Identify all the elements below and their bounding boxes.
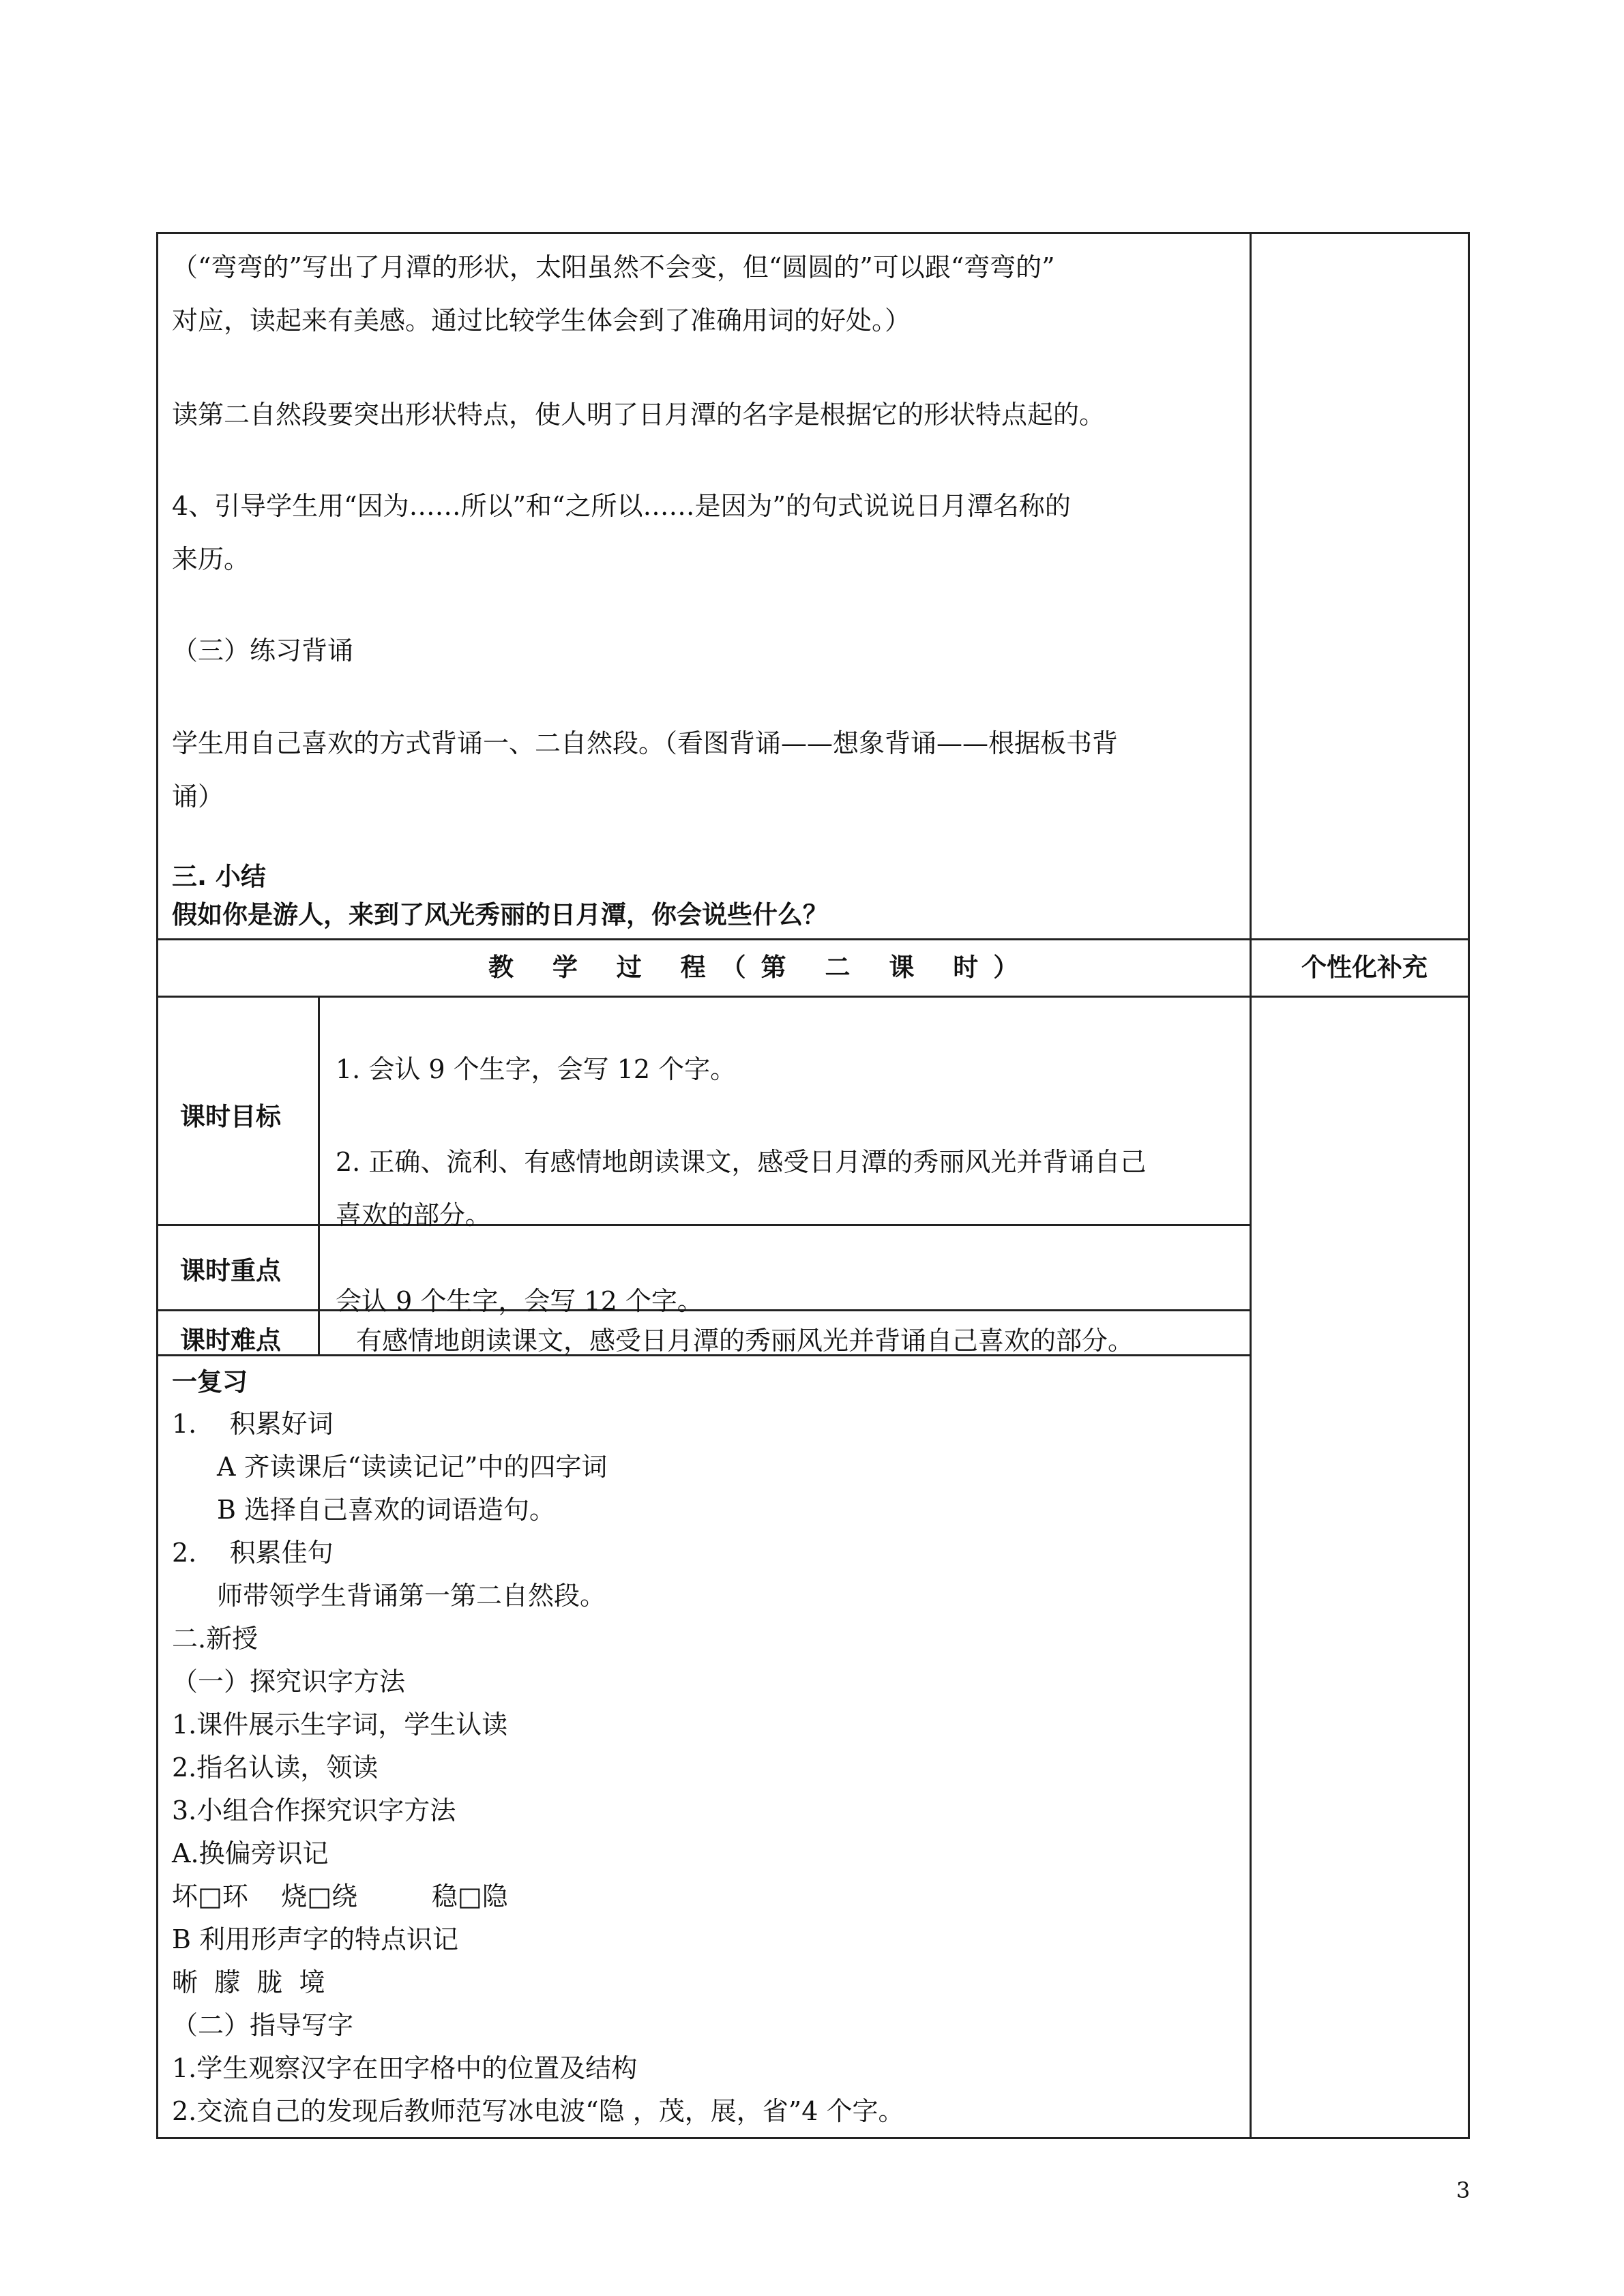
s2-line-17: 1.学生观察汉字在田字格中的位置及结构	[172, 2053, 638, 2083]
s2-line-9: 1.课件展示生字词，学生认读	[172, 1710, 508, 1740]
s1-summary-heading: 三. 小结	[172, 862, 266, 891]
goal-line-2: 2. 正确、流利、有感情地朗读课文，感受日月潭的秀丽风光并背诵自己	[336, 1147, 1147, 1177]
s2-line-13: 坏□环 烧□绕 稳□隐	[172, 1881, 508, 1911]
s1-line-2: 对应，读起来有美感。通过比较学生体会到了准确用词的好处。）	[172, 305, 911, 336]
s2-review-heading: 一复习	[172, 1367, 248, 1397]
s1-line-5: 来历。	[172, 544, 250, 574]
s1-line-3: 读第二自然段要突出形状特点，使人明了日月潭的名字是根据它的形状特点起的。	[172, 400, 1106, 430]
s2-line-8: （一）探究识字方法	[172, 1667, 406, 1697]
s2-line-15: 晰 朦 胧 境	[172, 1967, 325, 1997]
s2-line-4: B 选择自己喜欢的词语造句。	[217, 1495, 556, 1525]
personalized-supplement-header: 个性化补充	[1301, 953, 1428, 982]
s2-line-6: 师带领学生背诵第一第二自然段。	[217, 1581, 606, 1611]
table-line-header-top	[156, 938, 1470, 940]
page-number: 3	[1456, 2177, 1471, 2203]
s1-line-4: 4、引导学生用“因为……所以”和“之所以……是因为”的句式说说日月潭名称的	[172, 491, 1071, 521]
s2-line-3: A 齐读课后“读读记记”中的四字词	[217, 1452, 608, 1482]
s1-summary-question: 假如你是游人，来到了风光秀丽的日月潭，你会说些什么？	[172, 900, 828, 929]
s2-line-11: 3.小组合作探究识字方法	[172, 1795, 456, 1825]
s1-line-8: 诵）	[172, 781, 224, 811]
goal-line-1: 1. 会认 9 个生字，会写 12 个字。	[336, 1054, 737, 1084]
s2-line-14: B 利用形声字的特点识记	[172, 1924, 459, 1954]
table-divider-side	[1250, 232, 1252, 2139]
table-line-keypoints-bottom	[156, 1309, 1251, 1311]
keypoints-label: 课时重点	[180, 1256, 281, 1285]
s1-line-7: 学生用自己喜欢的方式背诵一、二自然段。（看图背诵——想象背诵——根据板书背	[172, 728, 1119, 758]
s1-line-6: （三）练习背诵	[172, 636, 354, 666]
s2-line-12: A.换偏旁识记	[172, 1838, 329, 1868]
table-border-top	[156, 232, 1470, 234]
goals-label: 课时目标	[180, 1102, 281, 1131]
s2-line-2: 1. 积累好词	[172, 1409, 334, 1439]
difficulties-text: 有感情地朗读课文，感受日月潭的秀丽风光并背诵自己喜欢的部分。	[356, 1326, 1134, 1356]
goal-line-3: 喜欢的部分。	[336, 1200, 492, 1230]
table-line-header-bottom	[156, 996, 1470, 998]
s2-line-18: 2.交流自己的发现后教师范写冰电波“隐 ，茂，展，省”4 个字。	[172, 2096, 904, 2126]
s2-line-16: （二）指导写字	[172, 2010, 354, 2040]
table-border-left	[156, 232, 158, 2139]
difficulties-label: 课时难点	[180, 1326, 281, 1355]
table-border-right	[1468, 232, 1470, 2139]
s2-line-10: 2.指名认读，领读	[172, 1753, 379, 1783]
process-header-title: 教 学 过 程（第 二 课 时）	[488, 953, 1034, 982]
table-divider-label	[318, 996, 320, 1356]
table-border-bottom	[156, 2137, 1470, 2139]
s1-line-1: （“弯弯的”写出了月潭的形状，太阳虽然不会变，但“圆圆的”可以跟“弯弯的”	[172, 252, 1055, 282]
s2-line-7: 二.新授	[172, 1624, 259, 1654]
table-line-goals-bottom	[156, 1224, 1251, 1226]
s2-line-5: 2. 积累佳句	[172, 1538, 334, 1568]
keypoints-text: 会认 9 个生字，会写 12 个字。	[336, 1286, 703, 1316]
